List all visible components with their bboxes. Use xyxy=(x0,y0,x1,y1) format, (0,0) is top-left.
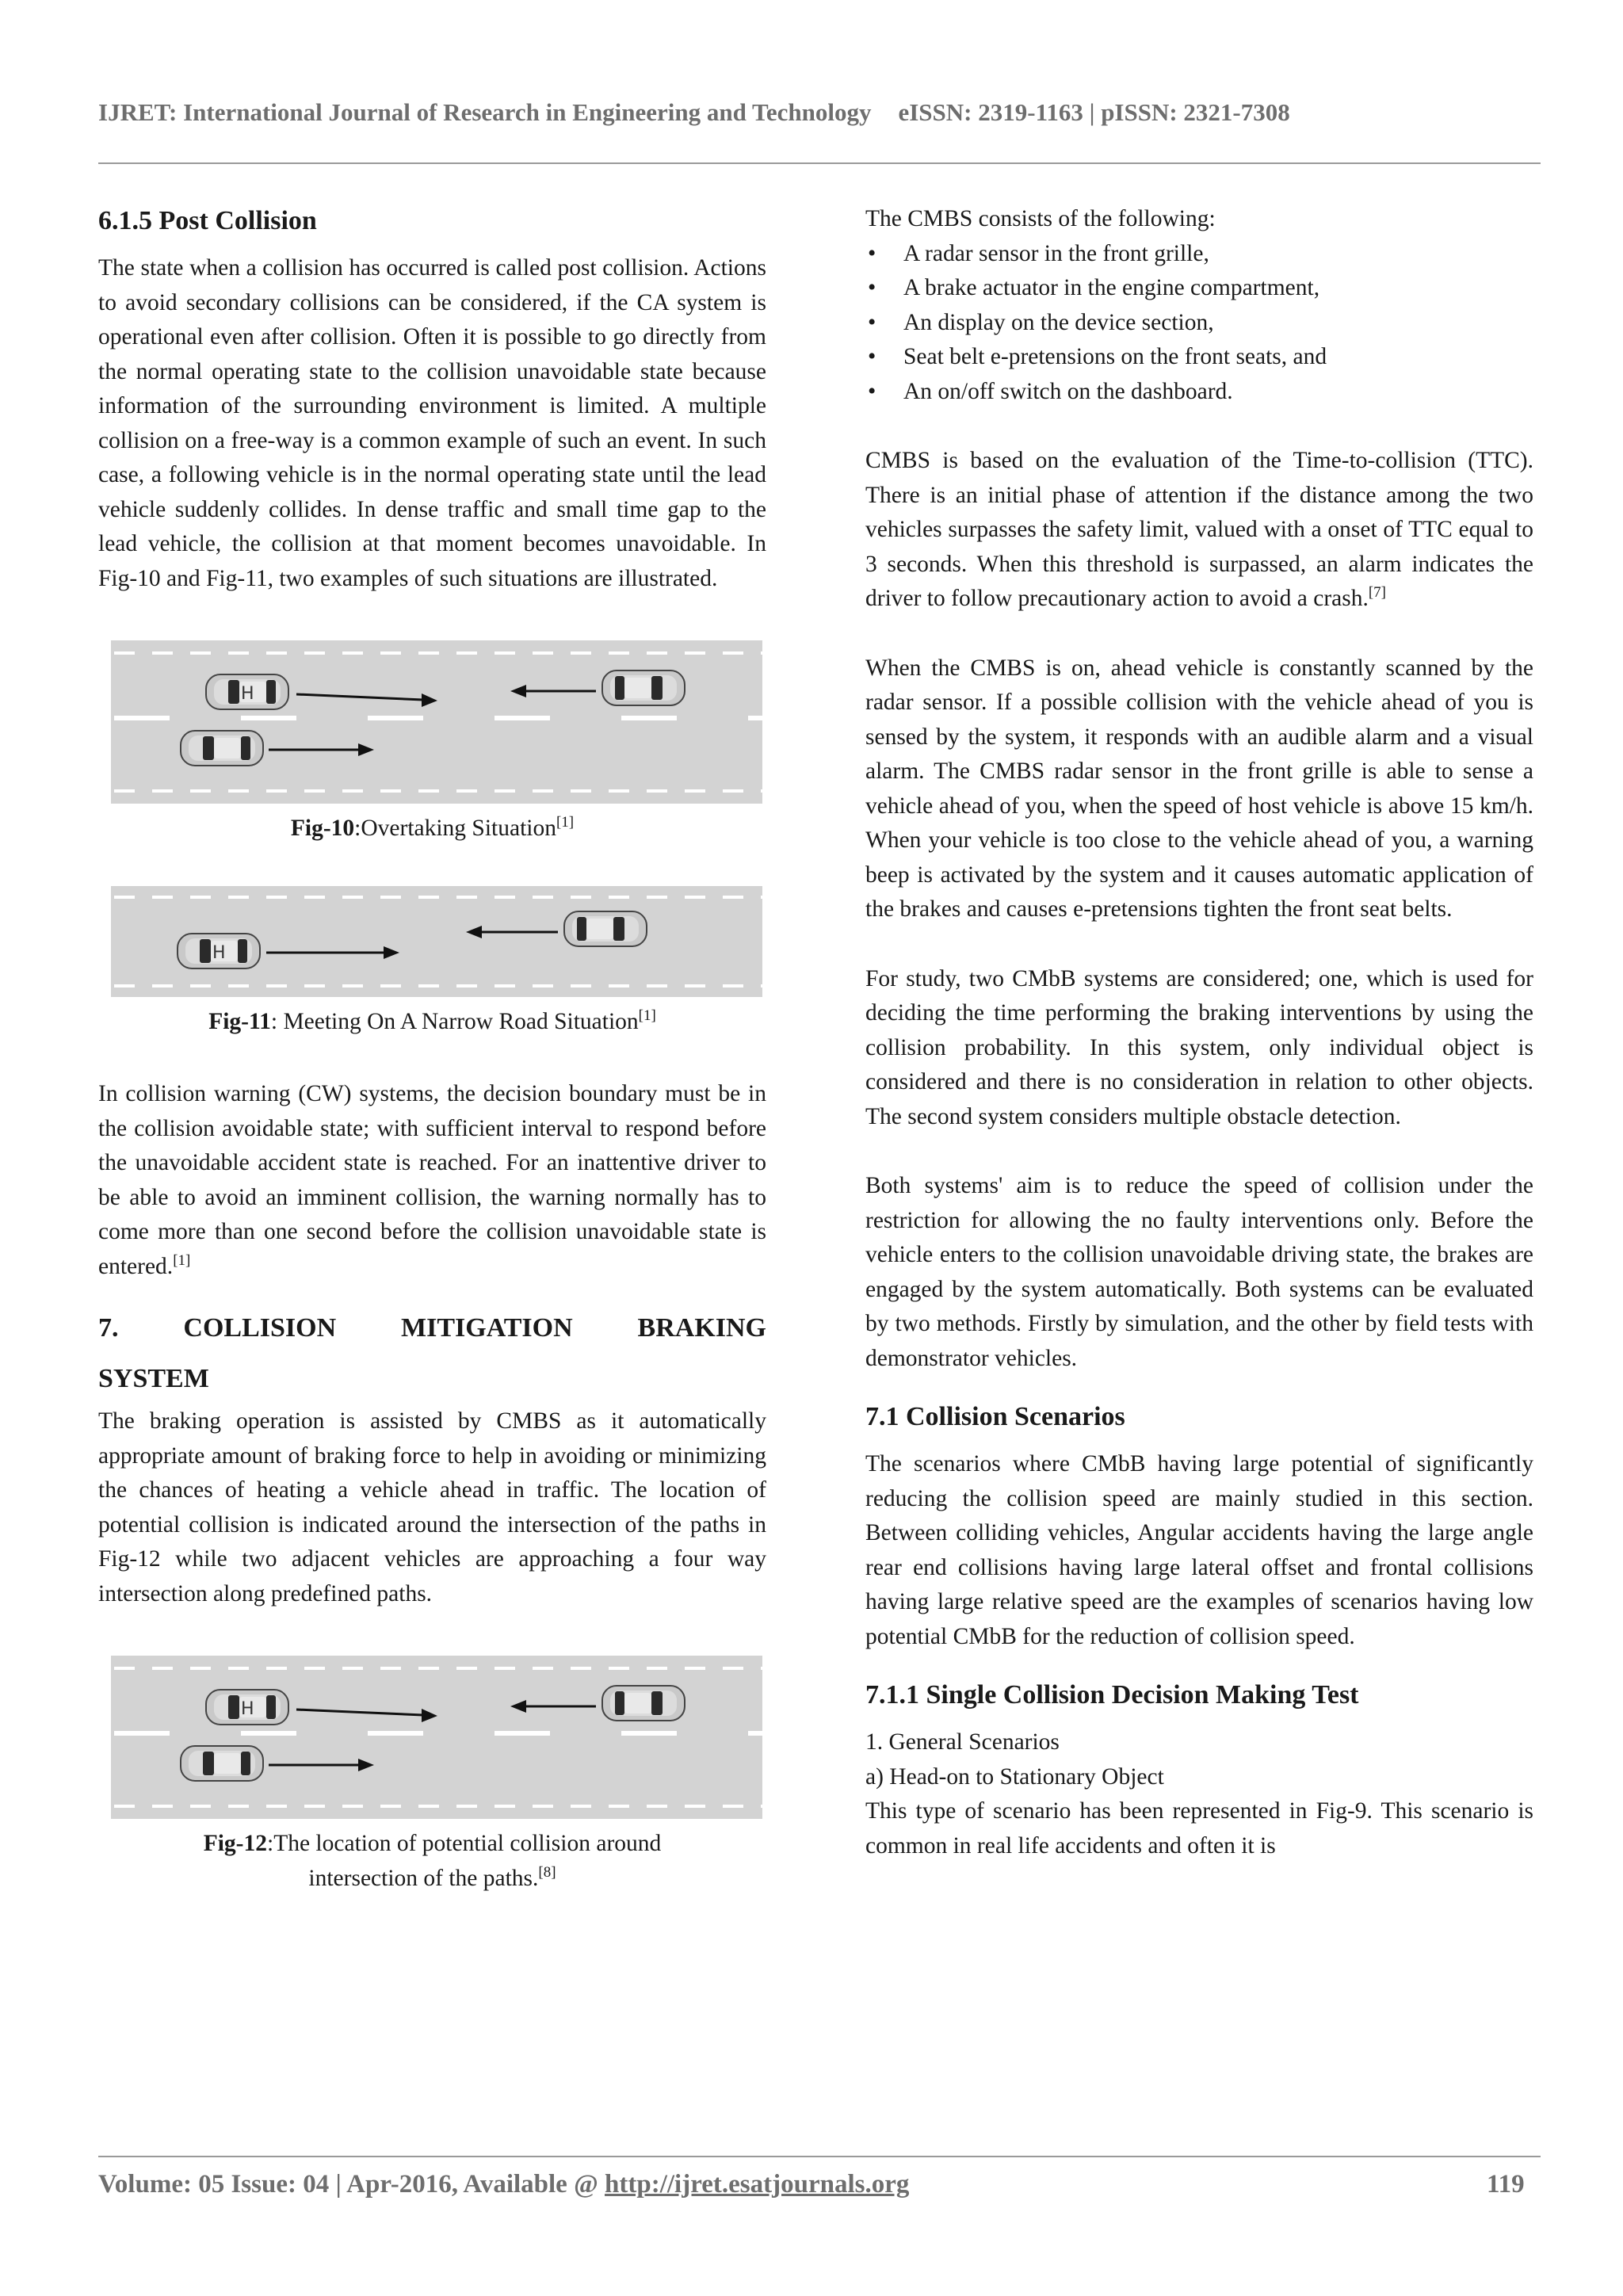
both-systems-paragraph: Both systems' aim is to reduce the speed of collision under the restriction for allowing the no faulty interventions only. Before the vehicle enters to the collision unavoidable driving state, the brakes are engaged by the system automatically. Both systems can be evaluated by two methods. Firstly by simulation, and the other by field tests with demonstrator vehicles. xyxy=(865,1173,1533,1371)
fig10-caption: Fig-10:Overtaking Situation[1] xyxy=(290,814,575,841)
header-rule xyxy=(98,162,1541,164)
bullet-icon: • xyxy=(868,275,876,300)
section-7-1-title: 7.1 Collision Scenarios xyxy=(865,1402,1125,1431)
oncoming-car xyxy=(564,911,647,946)
svg-text:H: H xyxy=(212,942,226,963)
list-item: • An display on the device section, xyxy=(865,306,1533,341)
fig11-caption: Fig-11: Meeting On A Narrow Road Situation[1] xyxy=(208,1007,656,1034)
section-7-title-line-1: 7. COLLISION MITIGATION BRAKING xyxy=(98,1313,766,1343)
right-column xyxy=(865,202,1533,1863)
head-on-line: a) Head-on to Stationary Object xyxy=(865,1763,1164,1790)
study-paragraph: For study, two CMbB systems are considered; one, which is used for deciding the time performing the braking interventions by using the collision probability. In this system, only individual object is considered and there is no consideration in relation to other objects. The second system considers multiple obstacle detection. xyxy=(865,965,1533,1129)
fig10-label: Fig-10 xyxy=(290,816,355,841)
following-car xyxy=(181,731,263,766)
figure-11 xyxy=(98,886,766,1040)
fig10-road-diagram xyxy=(98,640,766,804)
oncoming-car xyxy=(602,670,685,705)
list-item: • A brake actuator in the engine compartment, xyxy=(865,271,1533,306)
journal-link[interactable]: http://ijret.esatjournals.org xyxy=(605,2170,910,2199)
ttc-paragraph: CMBS is based on the evaluation of the Time-to-collision (TTC). There is an initial phase of attention if the distance among the two vehicles surpasses the safety limit, valued with a onset of TTC equal to 3 seconds. When this threshold is surpassed, an alarm indicates the driver to follow precautionary action to avoid a crash.[7] xyxy=(865,448,1533,611)
section-6-1-5-title: 6.1.5 Post Collision xyxy=(98,206,317,235)
figure-10 xyxy=(98,640,766,846)
left-column xyxy=(98,202,766,1896)
cw-paragraph: In collision warning (CW) systems, the decision boundary must be in the collision avoidable state; with sufficient interval to respond before the unavoidable accident state is reached. For an inattentive driver to be able to avoid an imminent collision, the warning normally has to come more than one second before the collision unavoidable state is entered.[1] xyxy=(98,1081,766,1279)
bullet-icon: • xyxy=(868,344,876,369)
section-7-1-1-title: 7.1.1 Single Collision Decision Making Test xyxy=(865,1680,1359,1710)
fig11-road-diagram xyxy=(98,886,766,997)
list-item: • An on/off switch on the dashboard. xyxy=(865,375,1533,410)
cmbs-intro: The CMBS consists of the following: xyxy=(865,206,1216,231)
head-on-paragraph: This type of scenario has been represented in Fig-9. This scenario is common in real life accidents and often it is xyxy=(865,1798,1533,1859)
issn: eISSN: 2319-1163 | pISSN: 2321-7308 xyxy=(898,98,1290,126)
list-item: • A radar sensor in the front grille, xyxy=(865,237,1533,272)
page-number: 119 xyxy=(1487,2170,1525,2199)
figure-12 xyxy=(98,1656,766,1896)
svg-text:H: H xyxy=(241,684,254,704)
running-header xyxy=(98,98,1290,127)
fig12-road-diagram xyxy=(98,1656,766,1819)
bullet-icon: • xyxy=(868,378,876,404)
svg-text:H: H xyxy=(241,1699,254,1719)
fig12-label: Fig-12 xyxy=(203,1831,267,1856)
post-collision-paragraph: The state when a collision has occurred is called post collision. Actions to avoid secondary collisions can be considered, if the CA system is operational even after collision. Often it is possible to go directly from the normal operating state to the collision unavoidable state because information of the surrounding environment is limited. A multiple collision on a free-way is a common example of such an event. In such case, a following vehicle is in the normal operating state until the lead vehicle suddenly collides. In dense traffic and small time gap to the lead vehicle, the collision at that moment becomes unavoidable. In Fig-10 and Fig-11, two examples of such situations are illustrated. xyxy=(98,255,766,591)
section-7-paragraph: The braking operation is assisted by CMBS as it automatically appropriate amount of braking force to help in avoiding or minimizing the chances of heating a vehicle ahead in traffic. The location of potential collision is indicated around the intersection of the paths in Fig-12 while two adjacent vehicles are approaching a four way intersection along predefined paths. xyxy=(98,1408,766,1606)
footer-rule xyxy=(98,2156,1541,2157)
collision-scenarios-paragraph: The scenarios where CMbB having large potential of significantly reducing the collision speed are mainly studied in this section. Between colliding vehicles, Angular accidents having the large angle rear end collisions having large lateral offset and frontal collisions having large relative speed are the examples of scenarios having low potential CMbB for the reduction of collision speed. xyxy=(865,1451,1533,1649)
section-7-title-line-2: SYSTEM xyxy=(98,1364,209,1393)
list-item: • Seat belt e-pretensions on the front seats, and xyxy=(865,340,1533,375)
cmbs-components-list xyxy=(865,237,1533,410)
fig11-label: Fig-11 xyxy=(208,1008,271,1034)
fig12-caption: Fig-12:The location of potential collision around intersection of the paths.[8] xyxy=(203,1831,662,1891)
following-car xyxy=(181,1746,263,1781)
cmbs-on-paragraph: When the CMBS is on, ahead vehicle is constantly scanned by the radar sensor. If a possible collision with the vehicle ahead of you is sensed by the system, it responds with an audible alarm and a visual alarm. The CMBS radar sensor in the front grille is able to sense a vehicle ahead of you, when the speed of host vehicle is above 15 km/h. When your vehicle is too close to the vehicle ahead of you, a warning beep is activated by the system and it causes automatic application of the brakes and causes e-pretensions tighten the front seat belts. xyxy=(865,655,1533,922)
journal-name: IJRET: International Journal of Research in Engineering and Technology xyxy=(98,98,872,126)
oncoming-car xyxy=(602,1686,685,1721)
footer-left: Volume: 05 Issue: 04 | Apr-2016, Available @ http://ijret.esatjournals.org xyxy=(98,2170,910,2199)
general-scenarios-line: 1. General Scenarios xyxy=(865,1729,1060,1755)
bullet-icon: • xyxy=(868,240,876,266)
bullet-icon: • xyxy=(868,309,876,335)
